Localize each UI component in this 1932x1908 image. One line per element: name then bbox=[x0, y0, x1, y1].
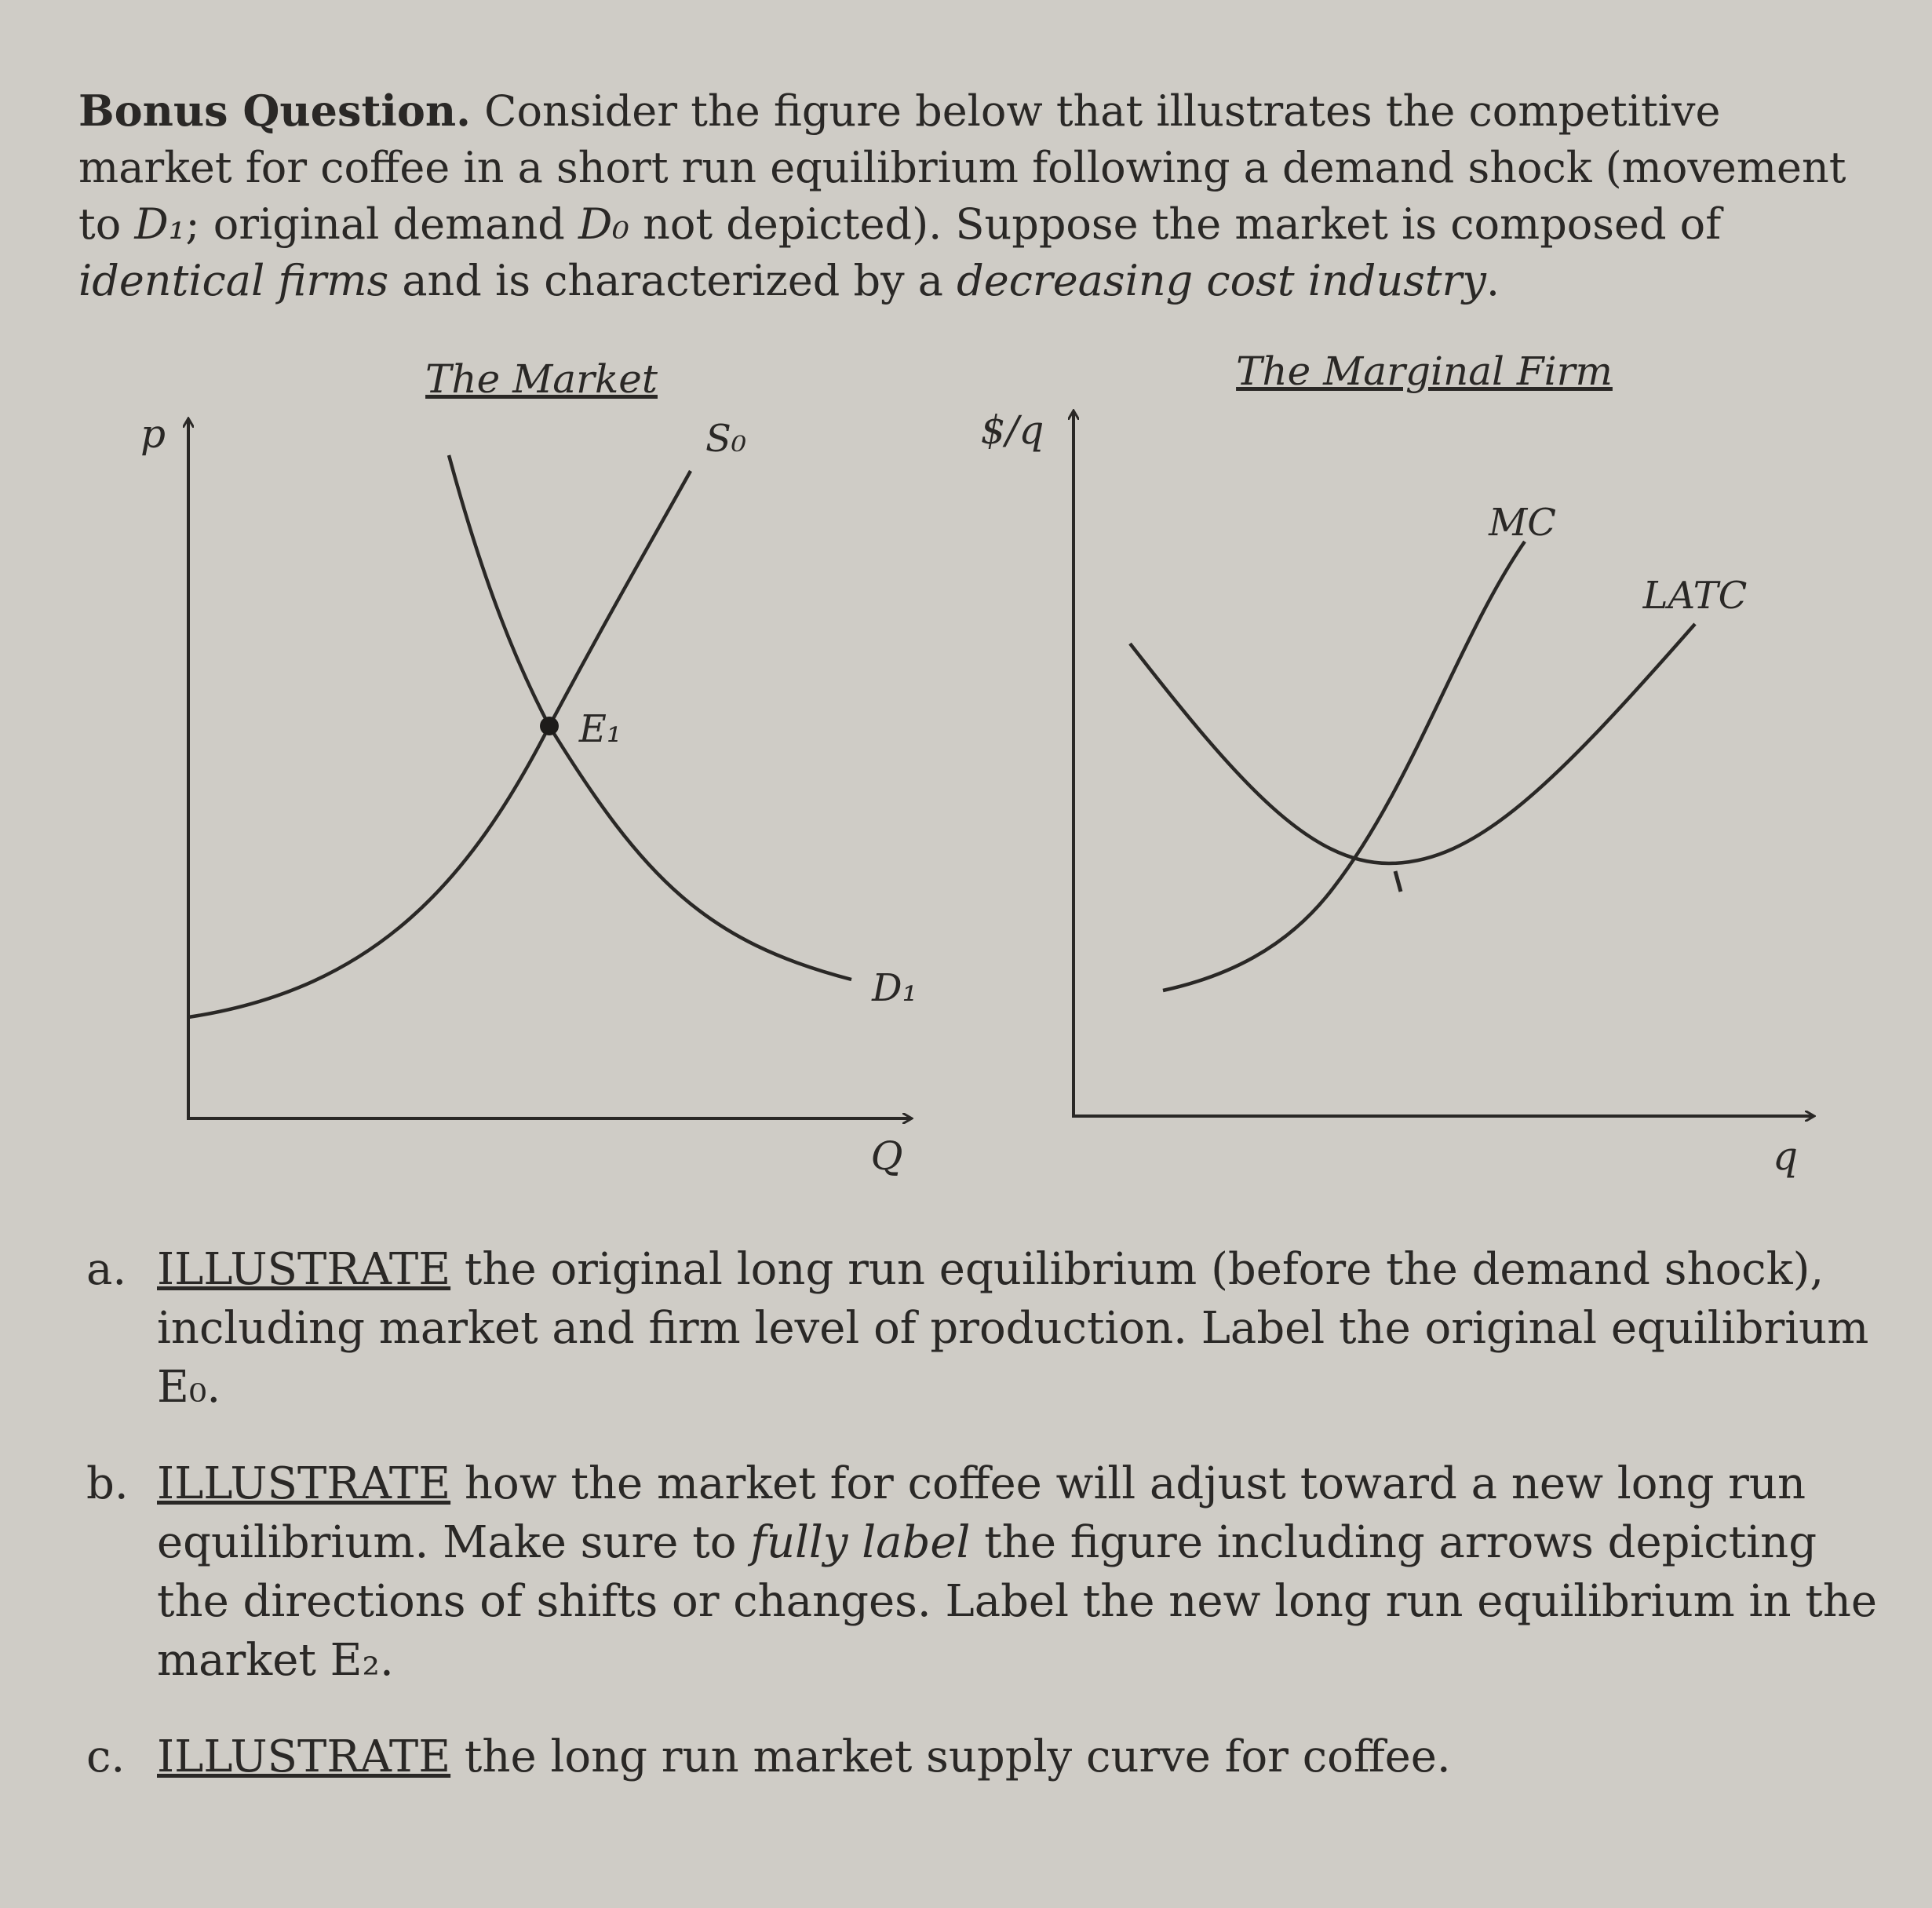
mc-label: MC bbox=[1489, 501, 1556, 545]
question-a: a. ILLUSTRATE the original long run equilibrium (before the demand shock), including market and firm level of production. Label the original equilibrium E₀. bbox=[86, 1240, 1883, 1417]
market-title: The Market bbox=[425, 356, 658, 402]
equilibrium-point-e1 bbox=[540, 717, 559, 735]
question-b: b. ILLUSTRATE how the market for coffee will adjust toward a new long run equilibrium. Make sure to fully label the figure including arrows depicting the directions of shifts or changes. Label the new long run equilibrium in the market E₂. bbox=[86, 1454, 1883, 1690]
market-panel bbox=[140, 356, 917, 1179]
illustrate-verb: ILLUSTRATE bbox=[157, 1458, 451, 1509]
pencil-tick-mark bbox=[1395, 871, 1401, 892]
firm-y-label: $/q bbox=[980, 407, 1044, 453]
firm-title: The Marginal Firm bbox=[1236, 348, 1613, 394]
firm-x-label: q bbox=[1772, 1133, 1799, 1179]
equilibrium-label-e1: E₁ bbox=[578, 707, 622, 751]
question-c: c. ILLUSTRATE the long run market supply curve for coffee. bbox=[86, 1727, 1883, 1786]
market-x-label: Q bbox=[870, 1133, 903, 1179]
supply-label-s0: S₀ bbox=[705, 417, 747, 461]
demand-label-d1: D₁ bbox=[872, 966, 917, 1010]
bonus-question-intro: Bonus Question. Consider the figure below that illustrates the competitive market for coffee in a short run equilibrium following a demand shock (movement to D₁; original demand D₀ not depicted). Suppose the market is composed of identical firms and is characterized by a decreasing cost industry. bbox=[78, 86, 1846, 305]
question-marker: c. bbox=[86, 1731, 126, 1782]
illustrate-verb: ILLUSTRATE bbox=[157, 1244, 451, 1295]
illustrate-verb: ILLUSTRATE bbox=[157, 1731, 451, 1782]
latc-label: LATC bbox=[1642, 574, 1748, 618]
firm-panel bbox=[981, 348, 1813, 1179]
latc-curve bbox=[1130, 624, 1695, 863]
question-marker: a. bbox=[86, 1244, 127, 1295]
question-list bbox=[86, 1240, 1883, 1824]
question-marker: b. bbox=[86, 1458, 129, 1509]
mc-curve bbox=[1163, 542, 1525, 990]
figure bbox=[0, 314, 1932, 1217]
demand-curve-d1 bbox=[449, 455, 851, 980]
bonus-heading: Bonus Question. bbox=[78, 86, 471, 136]
market-y-label: p bbox=[140, 411, 166, 457]
